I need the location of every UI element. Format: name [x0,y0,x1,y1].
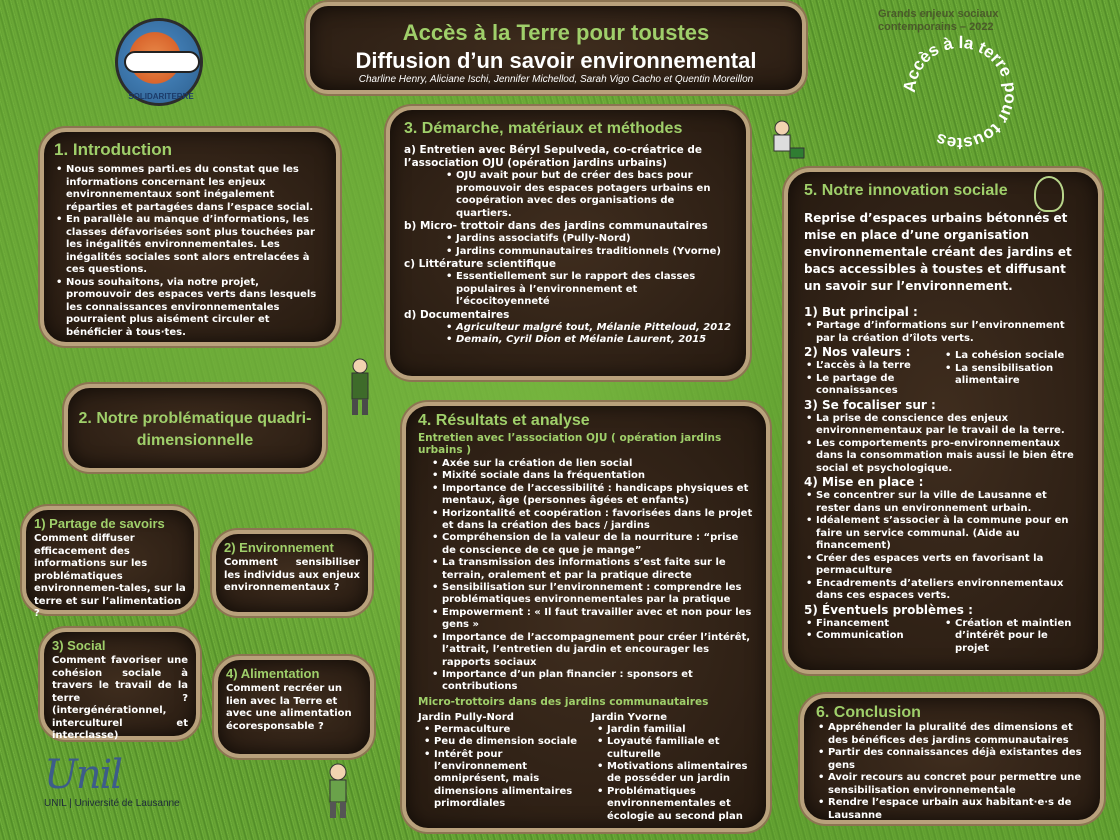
garden-column-pully [418,712,581,823]
innovation-item: • Les comportements pro-environnementaux dans la consommation mais aussi le bien être social et psychologique. [804,438,1082,476]
results-item: • Importance d’un plan financier : sponsors et contributions [430,669,754,694]
methods-heading: 3. Démarche, matériaux et méthodes [404,120,683,137]
results-item: • Importance de l’accessibilité : handicaps physiques et mentaux, âge (personnes âgées et enfants) [430,483,754,508]
poster-title: Accès à la Terre pour toustes [402,20,710,45]
innovation-item: • Se concentrer sur la ville de Lausanne et rester dans un environnement urbain. [804,490,1082,515]
logo-text: SOLIDARITERRE [128,92,194,101]
question-box-environment [212,530,372,616]
question-body: Comment sensibiliser les individus aux enjeux environnementaux ? [224,557,360,593]
question-heading: 3) Social [52,638,106,653]
innovation-item: • Communication [804,630,943,643]
methods-b: b) Micro- trottoir dans des jardins communautaires [404,220,708,232]
question-heading: 4) Alimentation [226,666,320,681]
innovation-item: • Financement [804,618,943,631]
garden-item: • Permaculture [422,724,581,736]
unil-label: UNIL | Université de Lausanne [44,798,180,809]
gardener-figure-icon [342,356,378,418]
methods-d: d) Documentaires [404,308,510,321]
results-subheading: Micro-trottoirs dans des jardins communautaires [418,695,709,708]
innovation-item: • Idéalement s’associer à la commune pour en faire un service communal. (Aide au financement) [804,515,1082,553]
innovation-item: • La cohésion sociale [943,350,1082,363]
question-box-food [214,656,374,758]
results-item: • Mixité sociale dans la fréquentation [430,470,754,482]
results-item: • Sensibilisation sur l’environnement : comprendre les problématiques environnementales par la pratique [430,582,754,607]
innovation-item: • L’accès à la terre [804,360,943,373]
garden-title: Jardin Yvorne [591,711,668,723]
results-item: • Axée sur la création de lien social [430,458,754,470]
handshake-icon [124,51,200,73]
poster-subtitle: Diffusion d’un savoir environnemental [355,48,757,73]
methods-b-sub: • Jardins associatifs (Pully-Nord) [444,233,732,246]
results-heading: 4. Résultats et analyse [418,412,590,429]
question-body: Comment recréer un lien avec la Terre et avec une alimentation écoresponsable ? [226,683,352,732]
results-item: • Compréhension de la valeur de la nourriture : “prise de conscience de ce que je mange” [430,532,754,557]
results-subheading: Entretien avec l’association OJU ( opération jardins urbains ) [418,432,722,456]
intro-item: • Nous sommes parti.es du constat que les informations concernant les enjeux environnementaux sont inégalement réparties et partagées dans l’espace social. [54,164,326,214]
methods-a-sub: • OJU avait pour but de créer des bacs pour promouvoir des espaces potagers urbains en coopération avec des organisations de quartiers. [444,170,732,220]
innovation-item: • Créer des espaces verts en favorisant la permaculture [804,553,1082,578]
conclusion-item: • Rendre l’espace urbain aux habitant·e·s de Lausanne [816,797,1088,822]
methods-d-sub: • Demain, Cyril Dion et Mélanie Laurent, 2015 [444,334,732,347]
conclusion-item: • Partir des connaissances déjà existantes des gens [816,747,1088,772]
circular-title-text: Accès à la terre pour toustes [899,32,1021,154]
circular-title [895,28,1025,158]
innovation-subheading: 5) Éventuels problèmes : [804,602,973,617]
innovation-intro: Reprise d’espaces urbains bétonnés et mise en place d’une organisation environnementale créant des jardins et bacs accessibles à toustes et diffusant un savoir sur l’environnement. [804,211,1072,293]
methods-c: c) Littérature scientifique [404,258,557,270]
problem-heading: 2. Notre problématique quadri-dimensionnelle [78,410,312,449]
introduction-heading: 1. Introduction [54,140,173,159]
question-box-knowledge [22,506,198,619]
results-item: • Empowerment : « Il faut travailler avec et non pour les gens » [430,607,754,632]
results-item: • Horizontalité et coopération : favorisées dans le projet et dans la création des bacs / jardins [430,508,754,533]
innovation-subheading: 3) Se focaliser sur : [804,397,936,412]
garden-title: Jardin Pully-Nord [418,711,514,723]
garden-item: • Problématiques environnementales et écologie au second plan [595,786,754,823]
innovation-subheading: 4) Mise en place : [804,475,924,489]
conclusion-item: • Avoir recours au concret pour permettre une sensibilisation environnementale [816,772,1088,797]
lightbulb-icon [1034,176,1064,212]
garden-item: • Intérêt pour l’environnement omniprésent, mais dimensions alimentaires primordiales [422,749,581,811]
methods-panel [386,106,750,380]
innovation-item: • La prise de conscience des enjeux environnementaux par le travail de la terre. [804,413,1082,438]
garden-item: • Peu de dimension sociale [422,736,581,748]
question-heading: 1) Partage de savoirs [34,516,165,531]
garden-item: • Jardin familial [595,724,754,736]
innovation-panel [784,168,1102,674]
header-panel [306,2,806,94]
innovation-item: • Encadrements d’ateliers environnementaux dans ces espaces verts. [804,578,1082,603]
unil-wordmark: Unil [44,752,122,798]
innovation-subheading: 2) Nos valeurs : [804,345,911,359]
results-panel [402,402,770,832]
innovation-item: • Partage d’informations sur l’environnement par la création d’îlots verts. [804,320,1082,345]
question-body: Comment diffuser efficacement des informations sur les problématiques environnemen-tales, sur la terre et sur l’alimentation ? [34,533,186,619]
garden-column-yvorne [591,712,754,823]
methods-c-sub: • Essentiellement sur le rapport des classes populaires à l’environnement et l’écocitoyenneté [444,271,732,309]
question-body: Comment favoriser une cohésion sociale à travers le travail de la terre ? (intergénérationnel, interculturel et interclasse) [52,655,188,741]
svg-text:Accès à la terre pour toustes [900,33,1020,153]
results-item: • Importance de l’accompagnement pour créer l’intérêt, l’attrait, l’entretien du jardin et encourager les rapports sociaux [430,632,754,669]
intro-item: • Nous souhaitons, via notre projet, promouvoir des espaces verts dans lesquels les connaissances environnementales pourraient plus aisément circuler et bénéficier à tous·tes. [54,277,326,340]
methods-d-sub: • Agriculteur malgré tout, Mélanie Pitteloud, 2012 [444,322,732,335]
gardener-figure-icon [768,118,808,164]
authors: Charline Henry, Aliciane Ischi, Jennifer Michellod, Sarah Vigo Cacho et Quentin Moreillon [358,74,754,85]
problem-panel [64,384,326,472]
conclusion-panel [800,694,1104,824]
gardener-figure-icon [318,762,358,822]
innovation-heading: 5. Notre innovation sociale [804,182,1008,199]
intro-item: • En parallèle au manque d’informations, les classes défavorisées sont plus touchées par les inégalités environnementales. Les inégalités sociales sont alors entrelacées à ces questions. [54,214,326,277]
results-item: • La transmission des informations s’est faite sur le terrain, oralement et par la pratique directe [430,557,754,582]
methods-b-sub: • Jardins communautaires traditionnels (Yvorne) [444,246,732,259]
innovation-item: • La sensibilisation alimentaire [943,363,1082,388]
garden-item: • Loyauté familiale et culturelle [595,736,754,761]
conclusion-item: • Appréhender la pluralité des dimensions et des bénéfices des jardins communautaires [816,722,1088,747]
question-heading: 2) Environnement [224,540,334,555]
course-label: Grands enjeux sociaux contemporains – 2022 [878,8,999,33]
methods-a: a) Entretien avec Béryl Sepulveda, co-créatrice de l’association OJU (opération jardins urbains) [404,144,703,169]
innovation-item: • Le partage de connaissances [804,373,943,398]
garden-item: • Motivations alimentaires de posséder un jardin [595,761,754,786]
innovation-subheading: 1) But principal : [804,305,918,319]
conclusion-heading: 6. Conclusion [816,704,921,721]
introduction-panel [40,128,340,346]
innovation-item: • Création et maintien d’intérêt pour le projet [943,618,1082,656]
unil-logo [44,752,224,809]
question-box-social [40,628,200,740]
